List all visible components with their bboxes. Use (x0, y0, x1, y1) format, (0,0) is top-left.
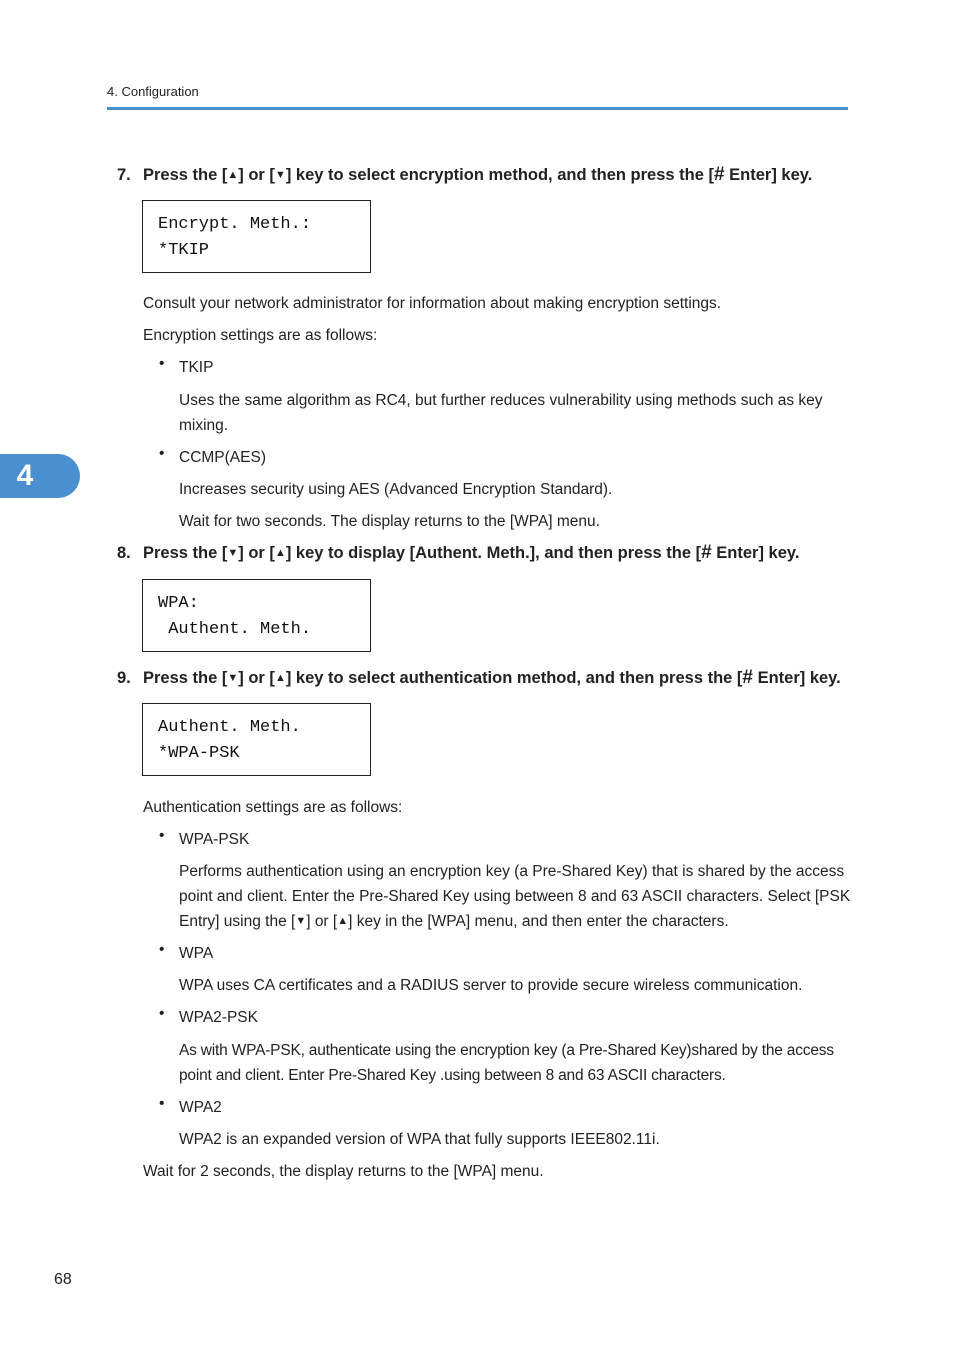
desc-text: ] key in the [WPA] menu, and then enter the characters. (348, 913, 729, 930)
bullet-icon: • (159, 445, 165, 462)
hash-key-icon: # (742, 667, 753, 688)
step-text: ] key to select encryption method, and then press the [ (285, 166, 714, 184)
desc-text: Performs authentication using an encryption key (a Pre-Shared Key) that is shared by the access point and client. Enter the Pre-Shared Key using between 8 and 63 ASCII characters. Select [PSK Entry] using the [ (179, 863, 851, 930)
paragraph-consult: Consult your network administrator for information about making encryption settings. (143, 295, 722, 312)
item-wpapsk: WPA-PSK (179, 831, 250, 848)
desc-text: ] or [ (306, 913, 338, 930)
lcd-line-1: WPA: (158, 594, 199, 613)
step-text: Press the [ (143, 669, 228, 687)
item-wpa2psk-desc: As with WPA-PSK, authenticate using the encryption key (a Pre-Shared Key)shared by the access point and client. Enter Pre-Shared Key .using between 8 and 63 ASCII characters. (179, 1042, 834, 1084)
lcd-line-1: Authent. Meth. (158, 718, 301, 737)
paragraph-enc-intro: Encryption settings are as follows: (143, 327, 378, 344)
bullet-icon: • (159, 355, 165, 372)
lcd-line-2: Authent. Meth. (158, 620, 312, 639)
lcd-display-wpa (142, 579, 371, 652)
down-arrow-icon: ▼ (274, 169, 286, 181)
item-tkip-desc: Uses the same algorithm as RC4, but further reduces vulnerability using methods such as key mixing. (179, 392, 823, 434)
item-wpa: WPA (179, 945, 214, 962)
up-arrow-icon: ▲ (337, 915, 349, 927)
lcd-display-encrypt (142, 200, 371, 273)
up-arrow-icon: ▲ (274, 672, 286, 684)
step-text: Press the [ (143, 544, 228, 562)
hash-key-icon: # (714, 164, 725, 185)
step-text: ] key to display [Authent. Meth.], and then press the [ (285, 544, 702, 562)
bullet-icon: • (159, 1005, 165, 1022)
step-9 (117, 667, 857, 689)
bullet-icon: • (159, 941, 165, 958)
running-header: 4. Configuration (107, 84, 199, 99)
step-text: ] or [ (238, 166, 275, 184)
step-text: ] or [ (238, 669, 275, 687)
step-text: ] or [ (238, 544, 275, 562)
step-number: 8. (117, 544, 131, 562)
down-arrow-icon: ▼ (227, 672, 239, 684)
up-arrow-icon: ▲ (274, 547, 286, 559)
step-8 (117, 542, 857, 564)
step-text: Enter] key. (752, 669, 841, 687)
up-arrow-icon: ▲ (227, 169, 239, 181)
step-number: 9. (117, 669, 131, 687)
item-tkip: TKIP (179, 359, 214, 376)
bullet-icon: • (159, 1095, 165, 1112)
chapter-tab (0, 454, 80, 498)
hash-key-icon: # (701, 542, 712, 563)
page-number: 68 (54, 1271, 72, 1288)
lcd-line-1: Encrypt. Meth.: (158, 215, 312, 234)
header-rule (107, 107, 848, 110)
paragraph-wait-2: Wait for 2 seconds, the display returns to the [WPA] menu. (143, 1163, 544, 1180)
item-wpa-desc: WPA uses CA certificates and a RADIUS server to provide secure wireless communication. (179, 977, 803, 994)
step-text: Press the [ (143, 166, 228, 184)
paragraph-wait-1: Wait for two seconds. The display returns to the [WPA] menu. (179, 513, 600, 530)
lcd-line-2: *WPA-PSK (158, 744, 240, 763)
step-text: ] key to select authentication method, and then press the [ (285, 669, 743, 687)
down-arrow-icon: ▼ (295, 915, 307, 927)
step-number: 7. (117, 166, 131, 184)
step-text: Enter] key. (711, 544, 800, 562)
item-wpa2: WPA2 (179, 1099, 222, 1116)
lcd-line-2: *TKIP (158, 241, 210, 260)
chapter-number: 4 (16, 459, 34, 492)
item-ccmp: CCMP(AES) (179, 449, 266, 466)
item-wpa2psk: WPA2-PSK (179, 1009, 258, 1026)
paragraph-auth-intro: Authentication settings are as follows: (143, 799, 403, 816)
step-text: Enter] key. (724, 166, 813, 184)
bullet-icon: • (159, 827, 165, 844)
item-ccmp-desc: Increases security using AES (Advanced Encryption Standard). (179, 481, 613, 498)
item-wpa2-desc: WPA2 is an expanded version of WPA that fully supports IEEE802.11i. (179, 1131, 660, 1148)
step-7 (117, 164, 857, 186)
down-arrow-icon: ▼ (227, 547, 239, 559)
lcd-display-auth (142, 703, 371, 776)
item-wpapsk-desc (179, 859, 851, 934)
